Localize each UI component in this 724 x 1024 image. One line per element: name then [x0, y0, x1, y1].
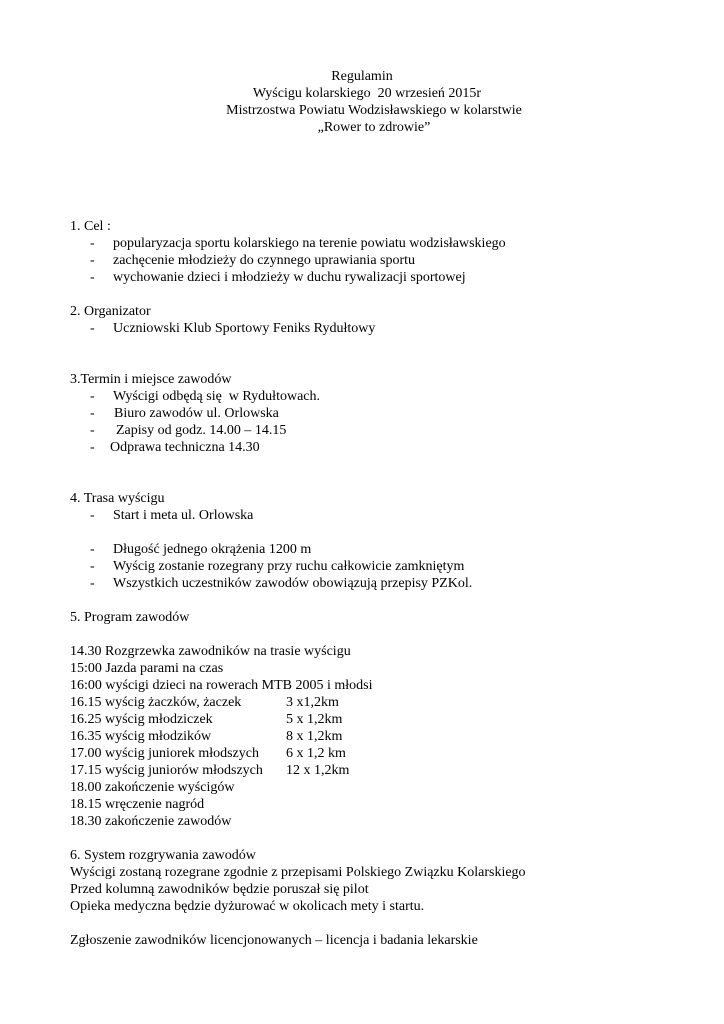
- schedule-row: 18.00 zakończenie wyścigów: [70, 780, 235, 795]
- paragraph-line: Przed kolumną zawodników będzie poruszał się pilot: [70, 882, 369, 897]
- list-item: - wychowanie dzieci i młodzieży w duchu rywalizacji sportowej: [90, 270, 466, 285]
- section-heading-system: 6. System rozgrywania zawodów: [70, 848, 256, 863]
- list-item: - Biuro zawodów ul. Orlowska: [90, 406, 279, 421]
- bullet-dash: -: [90, 559, 95, 574]
- schedule-row: 16.35 wyścig młodzików 8 x 1,2km: [70, 729, 343, 744]
- schedule-row: 17.15 wyścig juniorów młodszych 12 x 1,2km: [70, 763, 350, 778]
- race-name: Wyścigu kolarskiego 20 wrzesień 2015r: [252, 86, 482, 101]
- schedule-row: 17.00 wyścig juniorek młodszych 6 x 1,2 km: [70, 746, 346, 761]
- race-distance: 8 x 1,2km: [286, 729, 343, 744]
- list-item: - Wszystkich uczestników zawodów obowiązują przepisy PZKol.: [90, 576, 473, 591]
- list-item: - Uczniowski Klub Sportowy Feniks Rydułtowy: [90, 321, 376, 336]
- bullet-dash: -: [90, 270, 95, 285]
- championship-name: Mistrzostwa Powiatu Wodzisławskiego w kolarstwie: [226, 103, 522, 118]
- bullet-dash: -: [90, 321, 95, 336]
- schedule-row: 18.15 wręczenie nagród: [70, 797, 205, 812]
- section-heading-trasa: 4. Trasa wyścigu: [70, 491, 165, 506]
- race-distance: 6 x 1,2 km: [286, 746, 346, 761]
- list-item: - Wyścig zostanie rozegrany przy ruchu całkowicie zamkniętym: [90, 559, 465, 574]
- list-item: - Zapisy od godz. 14.00 – 14.15: [90, 423, 287, 438]
- event-motto: „Rower to zdrowie”: [317, 120, 431, 135]
- schedule-row: 18.30 zakończenie zawodów: [70, 814, 232, 829]
- section-heading-cel: 1. Cel :: [70, 219, 111, 234]
- bullet-dash: -: [90, 406, 95, 421]
- document-title: Regulamin: [331, 69, 393, 84]
- section-heading-program: 5. Program zawodów: [70, 610, 190, 625]
- section-heading-termin: 3.Termin i miejsce zawodów: [70, 372, 232, 387]
- list-item: - Start i meta ul. Orlowska: [90, 508, 254, 523]
- paragraph-line: Wyścigi zostaną rozegrane zgodnie z przepisami Polskiego Związku Kolarskiego: [70, 865, 526, 880]
- document-header: [0, 68, 724, 136]
- document-body: [70, 218, 690, 949]
- bullet-dash: -: [90, 423, 95, 438]
- list-item: - Odprawa techniczna 14.30: [90, 440, 260, 455]
- bullet-dash: -: [90, 389, 95, 404]
- bullet-dash: -: [90, 440, 95, 455]
- bullet-dash: -: [90, 508, 95, 523]
- schedule-row: 15:00 Jazda parami na czas: [70, 661, 224, 676]
- schedule-row: 14.30 Rozgrzewka zawodników na trasie wyścigu: [70, 644, 351, 659]
- schedule-row: 16.15 wyścig żaczków, żaczek 3 x1,2km: [70, 695, 339, 710]
- bullet-dash: -: [90, 253, 95, 268]
- registration-note: Zgłoszenie zawodników licencjonowanych – licencja i badania lekarskie: [70, 933, 478, 948]
- list-item: - zachęcenie młodzieży do czynnego uprawiania sportu: [90, 253, 416, 268]
- schedule-row: 16.25 wyścig młodziczek 5 x 1,2km: [70, 712, 343, 727]
- section-heading-organizator: 2. Organizator: [70, 304, 151, 319]
- list-item: - Wyścigi odbędą się w Rydułtowach.: [90, 389, 320, 404]
- race-distance: 12 x 1,2km: [286, 763, 350, 778]
- paragraph-line: Opieka medyczna będzie dyżurować w okolicach mety i startu.: [70, 899, 425, 914]
- bullet-dash: -: [90, 576, 95, 591]
- schedule-row: 16:00 wyścigi dzieci na rowerach MTB 2005 i młodsi: [70, 678, 373, 693]
- bullet-dash: -: [90, 236, 95, 251]
- list-item: - popularyzacja sportu kolarskiego na terenie powiatu wodzisławskiego: [90, 236, 506, 251]
- race-distance: 3 x1,2km: [286, 695, 339, 710]
- bullet-dash: -: [90, 542, 95, 557]
- list-item: - Długość jednego okrążenia 1200 m: [90, 542, 312, 557]
- race-distance: 5 x 1,2km: [286, 712, 343, 727]
